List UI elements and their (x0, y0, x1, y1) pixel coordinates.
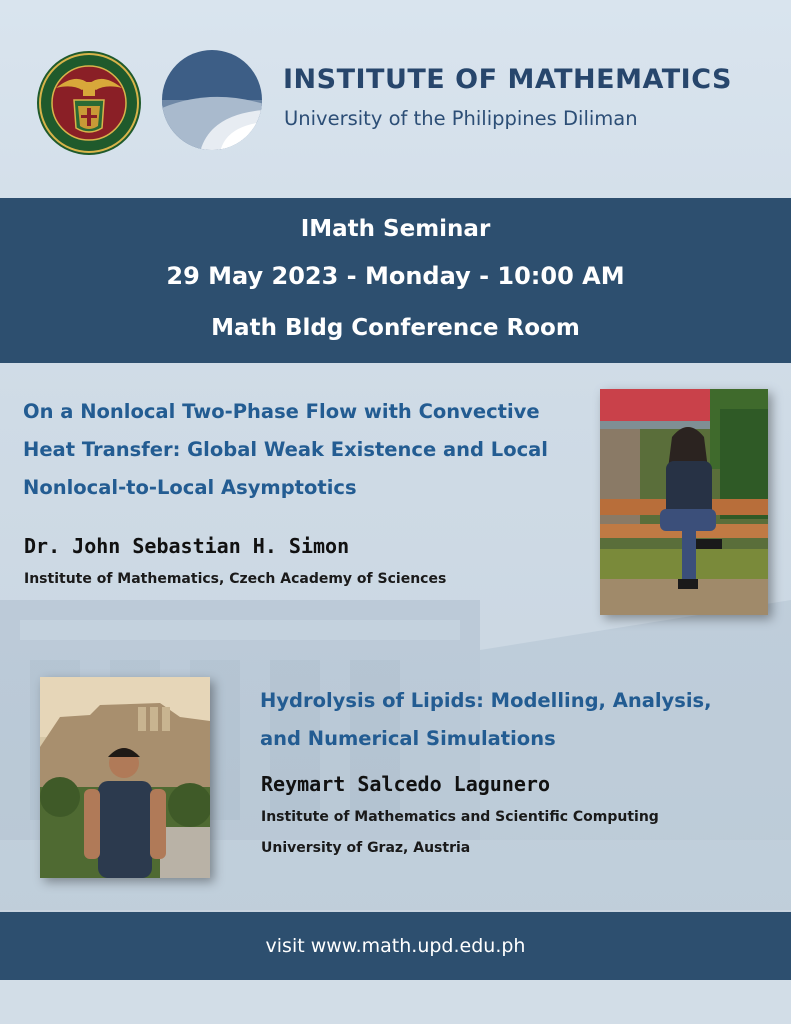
talk-2-title (260, 682, 780, 758)
talk-2-title-line: Hydrolysis of Lipids: Modelling, Analysis, (260, 689, 712, 712)
talk-1-title-line: Heat Transfer: Global Weak Existence and Local (23, 438, 548, 461)
header (0, 0, 791, 198)
org-subtitle: University of the Philippines Diliman (284, 107, 638, 130)
seminar-datetime: 29 May 2023 - Monday - 10:00 AM (166, 262, 625, 290)
up-seal-icon (36, 50, 142, 156)
speaker-2-photo (40, 677, 210, 878)
talk-1-title-line: Nonlocal-to-Local Asymptotics (23, 476, 357, 499)
talk-2-speaker: Reymart Salcedo Lagunero (261, 772, 550, 796)
seminar-name: IMath Seminar (300, 216, 491, 242)
talk-1-title (23, 393, 593, 507)
im-logo-icon (160, 48, 264, 152)
footer-website[interactable]: visit www.math.upd.edu.ph (0, 912, 791, 980)
talk-1-affiliation: Institute of Mathematics, Czech Academy of Sciences (24, 571, 447, 587)
speaker-1-photo (600, 389, 768, 615)
talk-1-speaker: Dr. John Sebastian H. Simon (24, 534, 350, 558)
talk-2-title-line: and Numerical Simulations (260, 727, 556, 750)
talk-2-affiliation-2: University of Graz, Austria (261, 840, 471, 856)
seminar-band (0, 198, 791, 363)
talk-1-title-line: On a Nonlocal Two-Phase Flow with Convective (23, 400, 540, 423)
bottom-strip (0, 980, 791, 1024)
talk-2-affiliation: Institute of Mathematics and Scientific Computing (261, 809, 659, 825)
seminar-venue: Math Bldg Conference Room (211, 315, 580, 341)
org-title: INSTITUTE OF MATHEMATICS (283, 64, 732, 95)
